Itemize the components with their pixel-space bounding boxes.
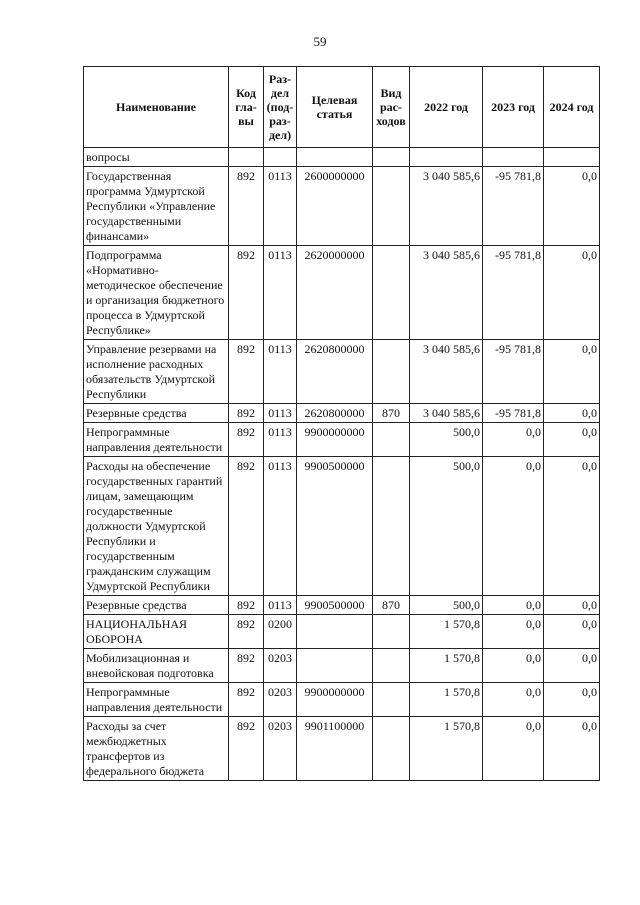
cell-year-2022 bbox=[410, 148, 483, 167]
cell-expense-type bbox=[373, 167, 410, 246]
cell-year-2022: 1 570,8 bbox=[410, 649, 483, 683]
cell-target-article: 2600000000 bbox=[297, 167, 373, 246]
cell-year-2022: 3 040 585,6 bbox=[410, 246, 483, 340]
cell-name: Резервные средства bbox=[84, 404, 229, 423]
cell-expense-type: 870 bbox=[373, 404, 410, 423]
cell-chapter-code: 892 bbox=[229, 615, 264, 649]
cell-name: вопросы bbox=[84, 148, 229, 167]
cell-year-2022: 3 040 585,6 bbox=[410, 167, 483, 246]
cell-year-2023: 0,0 bbox=[483, 717, 544, 781]
cell-chapter-code: 892 bbox=[229, 246, 264, 340]
cell-year-2022: 500,0 bbox=[410, 457, 483, 596]
cell-expense-type bbox=[373, 615, 410, 649]
cell-name: Подпрограмма «Нормативно-методическое обеспечение и организация бюджетного процесса в Удмуртской Республике» bbox=[84, 246, 229, 340]
header-name: Наименование bbox=[84, 67, 229, 148]
page-number: 59 bbox=[313, 34, 327, 49]
cell-year-2023: -95 781,8 bbox=[483, 340, 544, 404]
cell-target-article bbox=[297, 615, 373, 649]
cell-target-article: 2620000000 bbox=[297, 246, 373, 340]
cell-expense-type bbox=[373, 423, 410, 457]
cell-name: НАЦИОНАЛЬНАЯ ОБОРОНА bbox=[84, 615, 229, 649]
cell-year-2022: 500,0 bbox=[410, 596, 483, 615]
cell-year-2022: 3 040 585,6 bbox=[410, 404, 483, 423]
cell-year-2022: 500,0 bbox=[410, 423, 483, 457]
cell-name: Государственная программа Удмуртской Республики «Управление государственными финансами» bbox=[84, 167, 229, 246]
cell-section: 0113 bbox=[264, 246, 297, 340]
cell-year-2024: 0,0 bbox=[544, 615, 600, 649]
cell-expense-type bbox=[373, 148, 410, 167]
cell-expense-type bbox=[373, 683, 410, 717]
cell-section: 0113 bbox=[264, 404, 297, 423]
cell-year-2023: 0,0 bbox=[483, 649, 544, 683]
header-year-2024: 2024 год bbox=[544, 67, 600, 148]
table-row bbox=[84, 615, 600, 649]
cell-target-article: 9900000000 bbox=[297, 683, 373, 717]
cell-section: 0113 bbox=[264, 340, 297, 404]
cell-year-2023: 0,0 bbox=[483, 683, 544, 717]
cell-name: Непрограммные направления деятельности bbox=[84, 423, 229, 457]
cell-target-article: 2620800000 bbox=[297, 404, 373, 423]
cell-section: 0113 bbox=[264, 423, 297, 457]
cell-chapter-code: 892 bbox=[229, 717, 264, 781]
table-row bbox=[84, 423, 600, 457]
cell-section: 0203 bbox=[264, 717, 297, 781]
cell-name: Расходы на обеспечение государственных гарантий лицам, замещающим государственные должности Удмуртской Республики и государственным гражданским служащим Удмуртской Республики bbox=[84, 457, 229, 596]
cell-expense-type bbox=[373, 457, 410, 596]
table-header-row bbox=[84, 67, 600, 148]
cell-year-2024: 0,0 bbox=[544, 404, 600, 423]
cell-year-2022: 1 570,8 bbox=[410, 717, 483, 781]
cell-expense-type bbox=[373, 717, 410, 781]
cell-year-2022: 1 570,8 bbox=[410, 615, 483, 649]
cell-section: 0113 bbox=[264, 596, 297, 615]
cell-chapter-code: 892 bbox=[229, 457, 264, 596]
cell-chapter-code: 892 bbox=[229, 683, 264, 717]
cell-year-2024: 0,0 bbox=[544, 340, 600, 404]
cell-chapter-code: 892 bbox=[229, 167, 264, 246]
header-year-2023: 2023 год bbox=[483, 67, 544, 148]
table-row bbox=[84, 683, 600, 717]
cell-target-article bbox=[297, 649, 373, 683]
table-row bbox=[84, 596, 600, 615]
header-expense-type: Вид рас- ходов bbox=[373, 67, 410, 148]
cell-section: 0200 bbox=[264, 615, 297, 649]
header-year-2022: 2022 год bbox=[410, 67, 483, 148]
cell-year-2022: 3 040 585,6 bbox=[410, 340, 483, 404]
cell-year-2023 bbox=[483, 148, 544, 167]
cell-year-2023: 0,0 bbox=[483, 596, 544, 615]
cell-year-2024: 0,0 bbox=[544, 246, 600, 340]
cell-section: 0113 bbox=[264, 167, 297, 246]
cell-year-2024: 0,0 bbox=[544, 717, 600, 781]
header-chapter-code: Код гла- вы bbox=[229, 67, 264, 148]
cell-year-2023: -95 781,8 bbox=[483, 404, 544, 423]
table-row bbox=[84, 717, 600, 781]
table-row bbox=[84, 457, 600, 596]
cell-year-2024: 0,0 bbox=[544, 683, 600, 717]
header-target-article: Целевая статья bbox=[297, 67, 373, 148]
cell-target-article: 9900000000 bbox=[297, 423, 373, 457]
cell-section: 0203 bbox=[264, 649, 297, 683]
cell-chapter-code: 892 bbox=[229, 423, 264, 457]
cell-target-article: 9900500000 bbox=[297, 457, 373, 596]
cell-target-article: 9901100000 bbox=[297, 717, 373, 781]
header-section: Раз- дел (под- раз- дел) bbox=[264, 67, 297, 148]
table-row bbox=[84, 167, 600, 246]
cell-year-2024: 0,0 bbox=[544, 596, 600, 615]
cell-year-2023: -95 781,8 bbox=[483, 246, 544, 340]
table-row bbox=[84, 404, 600, 423]
cell-expense-type bbox=[373, 340, 410, 404]
cell-name: Мобилизационная и вневойсковая подготовка bbox=[84, 649, 229, 683]
cell-year-2022: 1 570,8 bbox=[410, 683, 483, 717]
cell-name: Резервные средства bbox=[84, 596, 229, 615]
cell-chapter-code: 892 bbox=[229, 404, 264, 423]
cell-section: 0113 bbox=[264, 457, 297, 596]
cell-expense-type bbox=[373, 246, 410, 340]
table-row bbox=[84, 148, 600, 167]
cell-year-2024: 0,0 bbox=[544, 167, 600, 246]
cell-year-2024: 0,0 bbox=[544, 649, 600, 683]
table-row bbox=[84, 340, 600, 404]
cell-target-article: 2620800000 bbox=[297, 340, 373, 404]
cell-chapter-code: 892 bbox=[229, 340, 264, 404]
cell-name: Непрограммные направления деятельности bbox=[84, 683, 229, 717]
cell-section: 0203 bbox=[264, 683, 297, 717]
cell-year-2023: -95 781,8 bbox=[483, 167, 544, 246]
table-row bbox=[84, 246, 600, 340]
cell-section bbox=[264, 148, 297, 167]
cell-year-2024: 0,0 bbox=[544, 423, 600, 457]
cell-chapter-code: 892 bbox=[229, 596, 264, 615]
cell-target-article bbox=[297, 148, 373, 167]
cell-name: Управление резервами на исполнение расходных обязательств Удмуртской Республики bbox=[84, 340, 229, 404]
table-row bbox=[84, 649, 600, 683]
cell-target-article: 9900500000 bbox=[297, 596, 373, 615]
cell-expense-type: 870 bbox=[373, 596, 410, 615]
cell-year-2023: 0,0 bbox=[483, 423, 544, 457]
cell-expense-type bbox=[373, 649, 410, 683]
cell-year-2023: 0,0 bbox=[483, 615, 544, 649]
cell-name: Расходы за счет межбюджетных трансфертов из федерального бюджета bbox=[84, 717, 229, 781]
cell-chapter-code: 892 bbox=[229, 649, 264, 683]
cell-year-2024 bbox=[544, 148, 600, 167]
cell-chapter-code bbox=[229, 148, 264, 167]
cell-year-2024: 0,0 bbox=[544, 457, 600, 596]
cell-year-2023: 0,0 bbox=[483, 457, 544, 596]
budget-table bbox=[83, 66, 600, 781]
